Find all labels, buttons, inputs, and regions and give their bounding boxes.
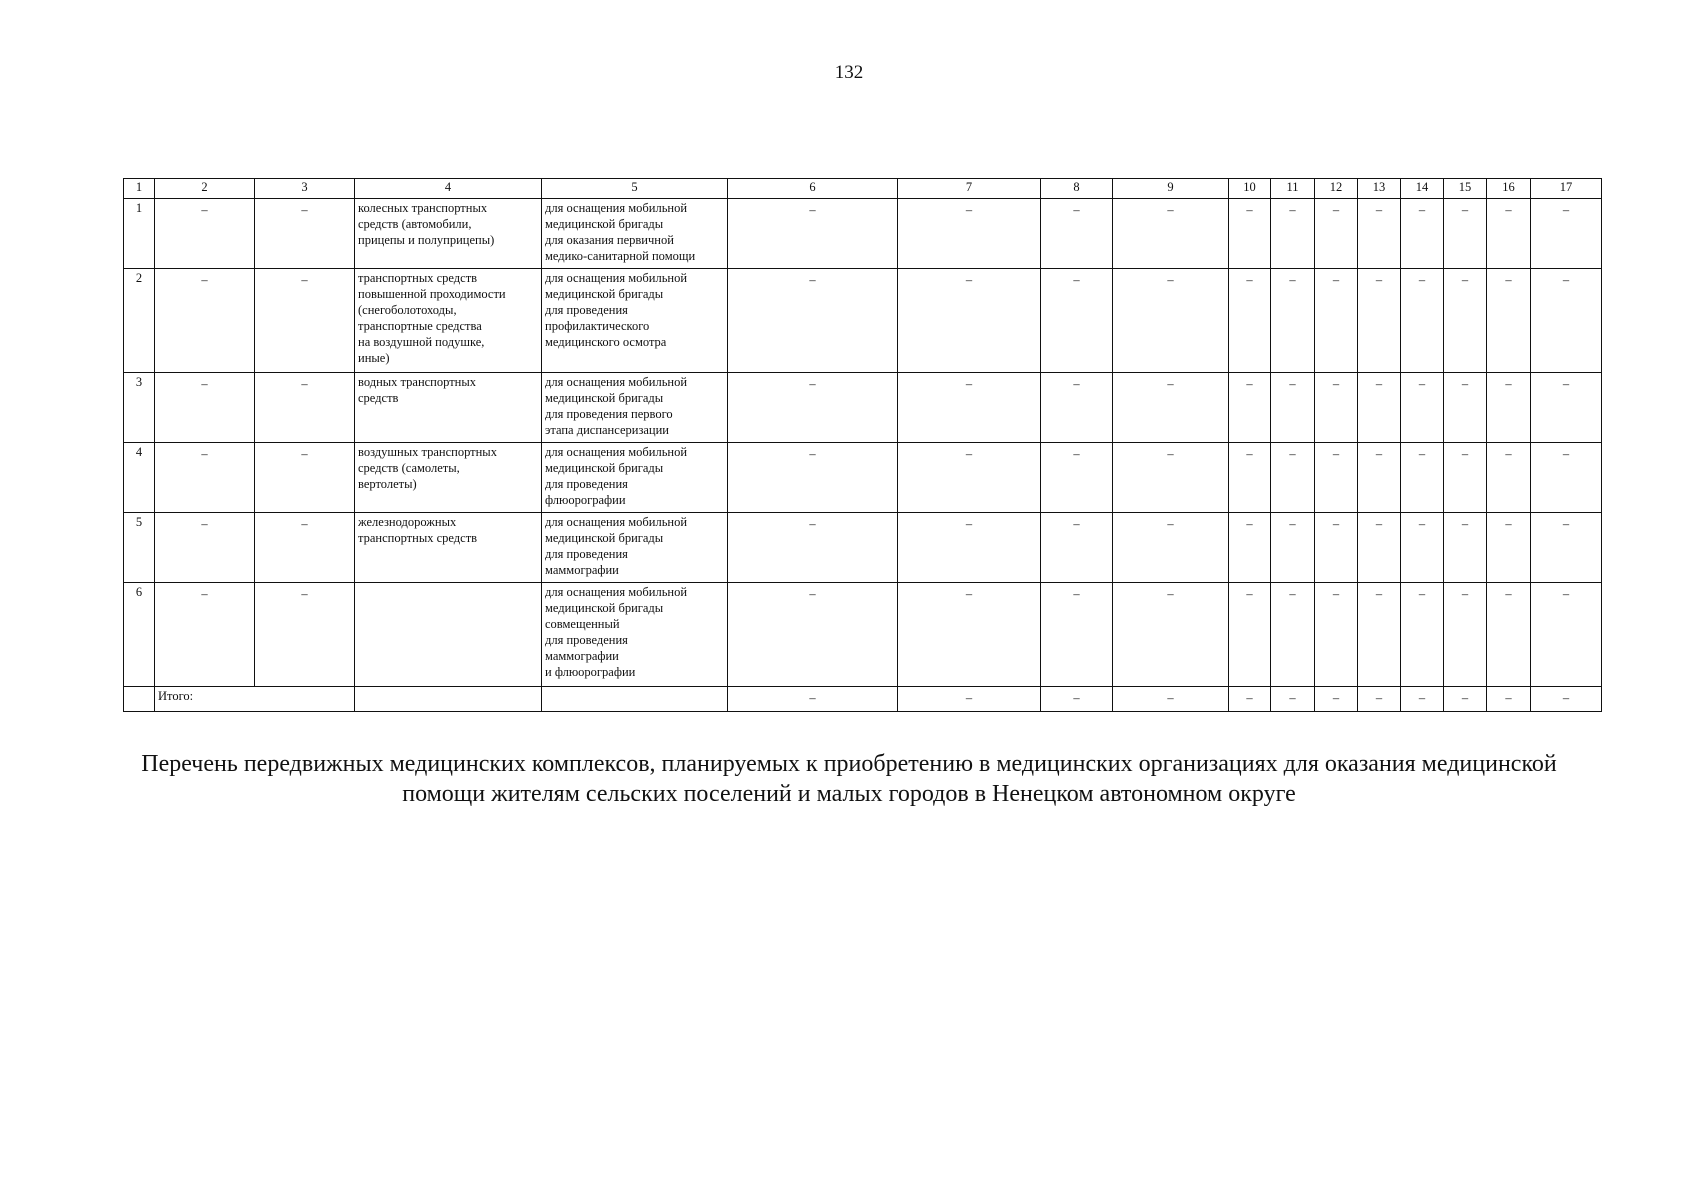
table-cell: – — [728, 687, 898, 712]
table-cell: – — [1315, 513, 1358, 583]
table-cell: – — [155, 443, 255, 513]
table-cell: – — [1113, 269, 1229, 373]
table-cell: – — [1315, 583, 1358, 687]
row-number-cell: 3 — [124, 373, 155, 443]
total-row — [124, 687, 1602, 712]
table-cell: – — [1271, 269, 1315, 373]
table-cell: – — [1271, 513, 1315, 583]
table-cell: – — [1487, 269, 1531, 373]
table-cell: – — [898, 583, 1041, 687]
table-cell: – — [1041, 687, 1113, 712]
table-cell: – — [1531, 269, 1602, 373]
purpose-cell: для оснащения мобильной медицинской бригады совмещенный для проведения маммографии и флюорографии — [542, 583, 728, 687]
table-cell: – — [898, 443, 1041, 513]
table-cell: – — [728, 443, 898, 513]
column-number-header: 4 — [355, 179, 542, 199]
table-cell: – — [1487, 443, 1531, 513]
table-cell: – — [1531, 443, 1602, 513]
table-cell: – — [1444, 269, 1487, 373]
table-cell: – — [255, 443, 355, 513]
table-cell: – — [255, 513, 355, 583]
table-cell: – — [155, 373, 255, 443]
table-cell: – — [1358, 687, 1401, 712]
table-cell: – — [1271, 199, 1315, 269]
column-number-header: 10 — [1229, 179, 1271, 199]
table-cell: – — [1444, 443, 1487, 513]
table-cell: – — [1487, 583, 1531, 687]
table-cell: – — [1271, 373, 1315, 443]
table-cell: – — [898, 199, 1041, 269]
table-cell: – — [1358, 269, 1401, 373]
table-cell: – — [255, 199, 355, 269]
row-number-cell: 1 — [124, 199, 155, 269]
table-cell: – — [1315, 443, 1358, 513]
table-cell: – — [728, 513, 898, 583]
purpose-cell: для оснащения мобильной медицинской бригады для проведения маммографии — [542, 513, 728, 583]
table-cell: – — [1229, 373, 1271, 443]
vehicle-type-cell — [355, 583, 542, 687]
table-cell: – — [1401, 373, 1444, 443]
table-cell: – — [1358, 373, 1401, 443]
table-cell: – — [1041, 373, 1113, 443]
total-label: Итого: — [155, 687, 355, 712]
column-number-header: 7 — [898, 179, 1041, 199]
table-cell: – — [1229, 687, 1271, 712]
page-number: 132 — [834, 62, 864, 83]
table-cell: – — [1487, 373, 1531, 443]
vehicle-type-cell: транспортных средств повышенной проходимости (снегоболотоходы, транспортные средства на воздушной подушке, иные) — [355, 269, 542, 373]
table-header-row — [124, 179, 1602, 199]
table-cell: – — [1229, 513, 1271, 583]
table-cell: – — [898, 373, 1041, 443]
table-cell: – — [155, 583, 255, 687]
column-number-header: 3 — [255, 179, 355, 199]
column-number-header: 6 — [728, 179, 898, 199]
table-cell: – — [1444, 513, 1487, 583]
column-number-header: 1 — [124, 179, 155, 199]
purpose-cell: для оснащения мобильной медицинской бригады для проведения флюорографии — [542, 443, 728, 513]
table-cell: – — [898, 513, 1041, 583]
vehicle-type-cell: железнодорожных транспортных средств — [355, 513, 542, 583]
table-cell: – — [1358, 443, 1401, 513]
column-number-header: 8 — [1041, 179, 1113, 199]
column-number-header: 14 — [1401, 179, 1444, 199]
table-cell — [355, 687, 542, 712]
table-row — [124, 199, 1602, 269]
table-cell: – — [1401, 583, 1444, 687]
table-cell: – — [728, 373, 898, 443]
table-cell: – — [1358, 513, 1401, 583]
table-cell: – — [1271, 443, 1315, 513]
table-cell: – — [1531, 199, 1602, 269]
table-cell: – — [1401, 513, 1444, 583]
table-cell: – — [1401, 443, 1444, 513]
column-number-header: 13 — [1358, 179, 1401, 199]
column-number-header: 9 — [1113, 179, 1229, 199]
table-cell: – — [1113, 373, 1229, 443]
table-cell — [124, 687, 155, 712]
table-cell: – — [1315, 269, 1358, 373]
table-row — [124, 373, 1602, 443]
table-cell: – — [728, 269, 898, 373]
table-cell: – — [1041, 513, 1113, 583]
table-row — [124, 269, 1602, 373]
row-number-cell: 5 — [124, 513, 155, 583]
purpose-cell: для оснащения мобильной медицинской бригады для проведения профилактического медицинского осмотра — [542, 269, 728, 373]
mobile-complexes-table — [123, 178, 1602, 712]
table-cell: – — [255, 373, 355, 443]
table-cell: – — [1315, 199, 1358, 269]
column-number-header: 17 — [1531, 179, 1602, 199]
table-cell: – — [155, 513, 255, 583]
table-cell: – — [1531, 687, 1602, 712]
column-number-header: 15 — [1444, 179, 1487, 199]
column-number-header: 11 — [1271, 179, 1315, 199]
table-cell: – — [1315, 373, 1358, 443]
row-number-cell: 2 — [124, 269, 155, 373]
table-cell: – — [1041, 583, 1113, 687]
table-cell: – — [1401, 687, 1444, 712]
table-cell: – — [1401, 269, 1444, 373]
table-cell: – — [1271, 583, 1315, 687]
table-cell: – — [1229, 199, 1271, 269]
table-cell: – — [1113, 443, 1229, 513]
column-number-header: 12 — [1315, 179, 1358, 199]
table-cell: – — [1358, 199, 1401, 269]
row-number-cell: 4 — [124, 443, 155, 513]
purpose-cell: для оснащения мобильной медицинской бригады для проведения первого этапа диспансеризации — [542, 373, 728, 443]
table-cell: – — [1041, 443, 1113, 513]
table-cell: – — [1531, 373, 1602, 443]
table-cell: – — [1041, 269, 1113, 373]
table-cell: – — [1041, 199, 1113, 269]
table-cell: – — [1113, 199, 1229, 269]
table-cell: – — [1271, 687, 1315, 712]
table-cell: – — [155, 269, 255, 373]
purpose-cell: для оснащения мобильной медицинской бригады для оказания первичной медико-санитарной помощи — [542, 199, 728, 269]
row-number-cell: 6 — [124, 583, 155, 687]
table-cell — [542, 687, 728, 712]
table-cell: – — [1444, 373, 1487, 443]
table-cell: – — [155, 199, 255, 269]
table-cell: – — [898, 687, 1041, 712]
table-cell: – — [1444, 687, 1487, 712]
table-row — [124, 583, 1602, 687]
table-cell: – — [255, 583, 355, 687]
table-cell: – — [1531, 583, 1602, 687]
table-cell: – — [1315, 687, 1358, 712]
table-cell: – — [1229, 269, 1271, 373]
table-cell: – — [898, 269, 1041, 373]
table-cell: – — [1487, 513, 1531, 583]
table-cell: – — [1487, 199, 1531, 269]
table-cell: – — [1444, 199, 1487, 269]
column-number-header: 5 — [542, 179, 728, 199]
column-number-header: 16 — [1487, 179, 1531, 199]
vehicle-type-cell: водных транспортных средств — [355, 373, 542, 443]
column-number-header: 2 — [155, 179, 255, 199]
table-cell: – — [1358, 583, 1401, 687]
table-cell: – — [1229, 443, 1271, 513]
table-row — [124, 443, 1602, 513]
vehicle-type-cell: воздушных транспортных средств (самолеты, вертолеты) — [355, 443, 542, 513]
vehicle-type-cell: колесных транспортных средств (автомобили, прицепы и полуприцепы) — [355, 199, 542, 269]
table-cell: – — [1113, 583, 1229, 687]
table-cell: – — [1444, 583, 1487, 687]
table-cell: – — [1531, 513, 1602, 583]
table-cell: – — [1229, 583, 1271, 687]
document-heading: Перечень передвижных медицинских комплексов, планируемых к приобретению в медицинских организациях для оказания медицинской помощи жителям сельских поселений и малых городов в Ненецком автономном округе — [141, 751, 1557, 807]
table-cell: – — [1113, 687, 1229, 712]
table-cell: – — [1487, 687, 1531, 712]
table-cell: – — [1113, 513, 1229, 583]
table-cell: – — [728, 583, 898, 687]
table-cell: – — [1401, 199, 1444, 269]
table-row — [124, 513, 1602, 583]
table-cell: – — [728, 199, 898, 269]
table-cell: – — [255, 269, 355, 373]
